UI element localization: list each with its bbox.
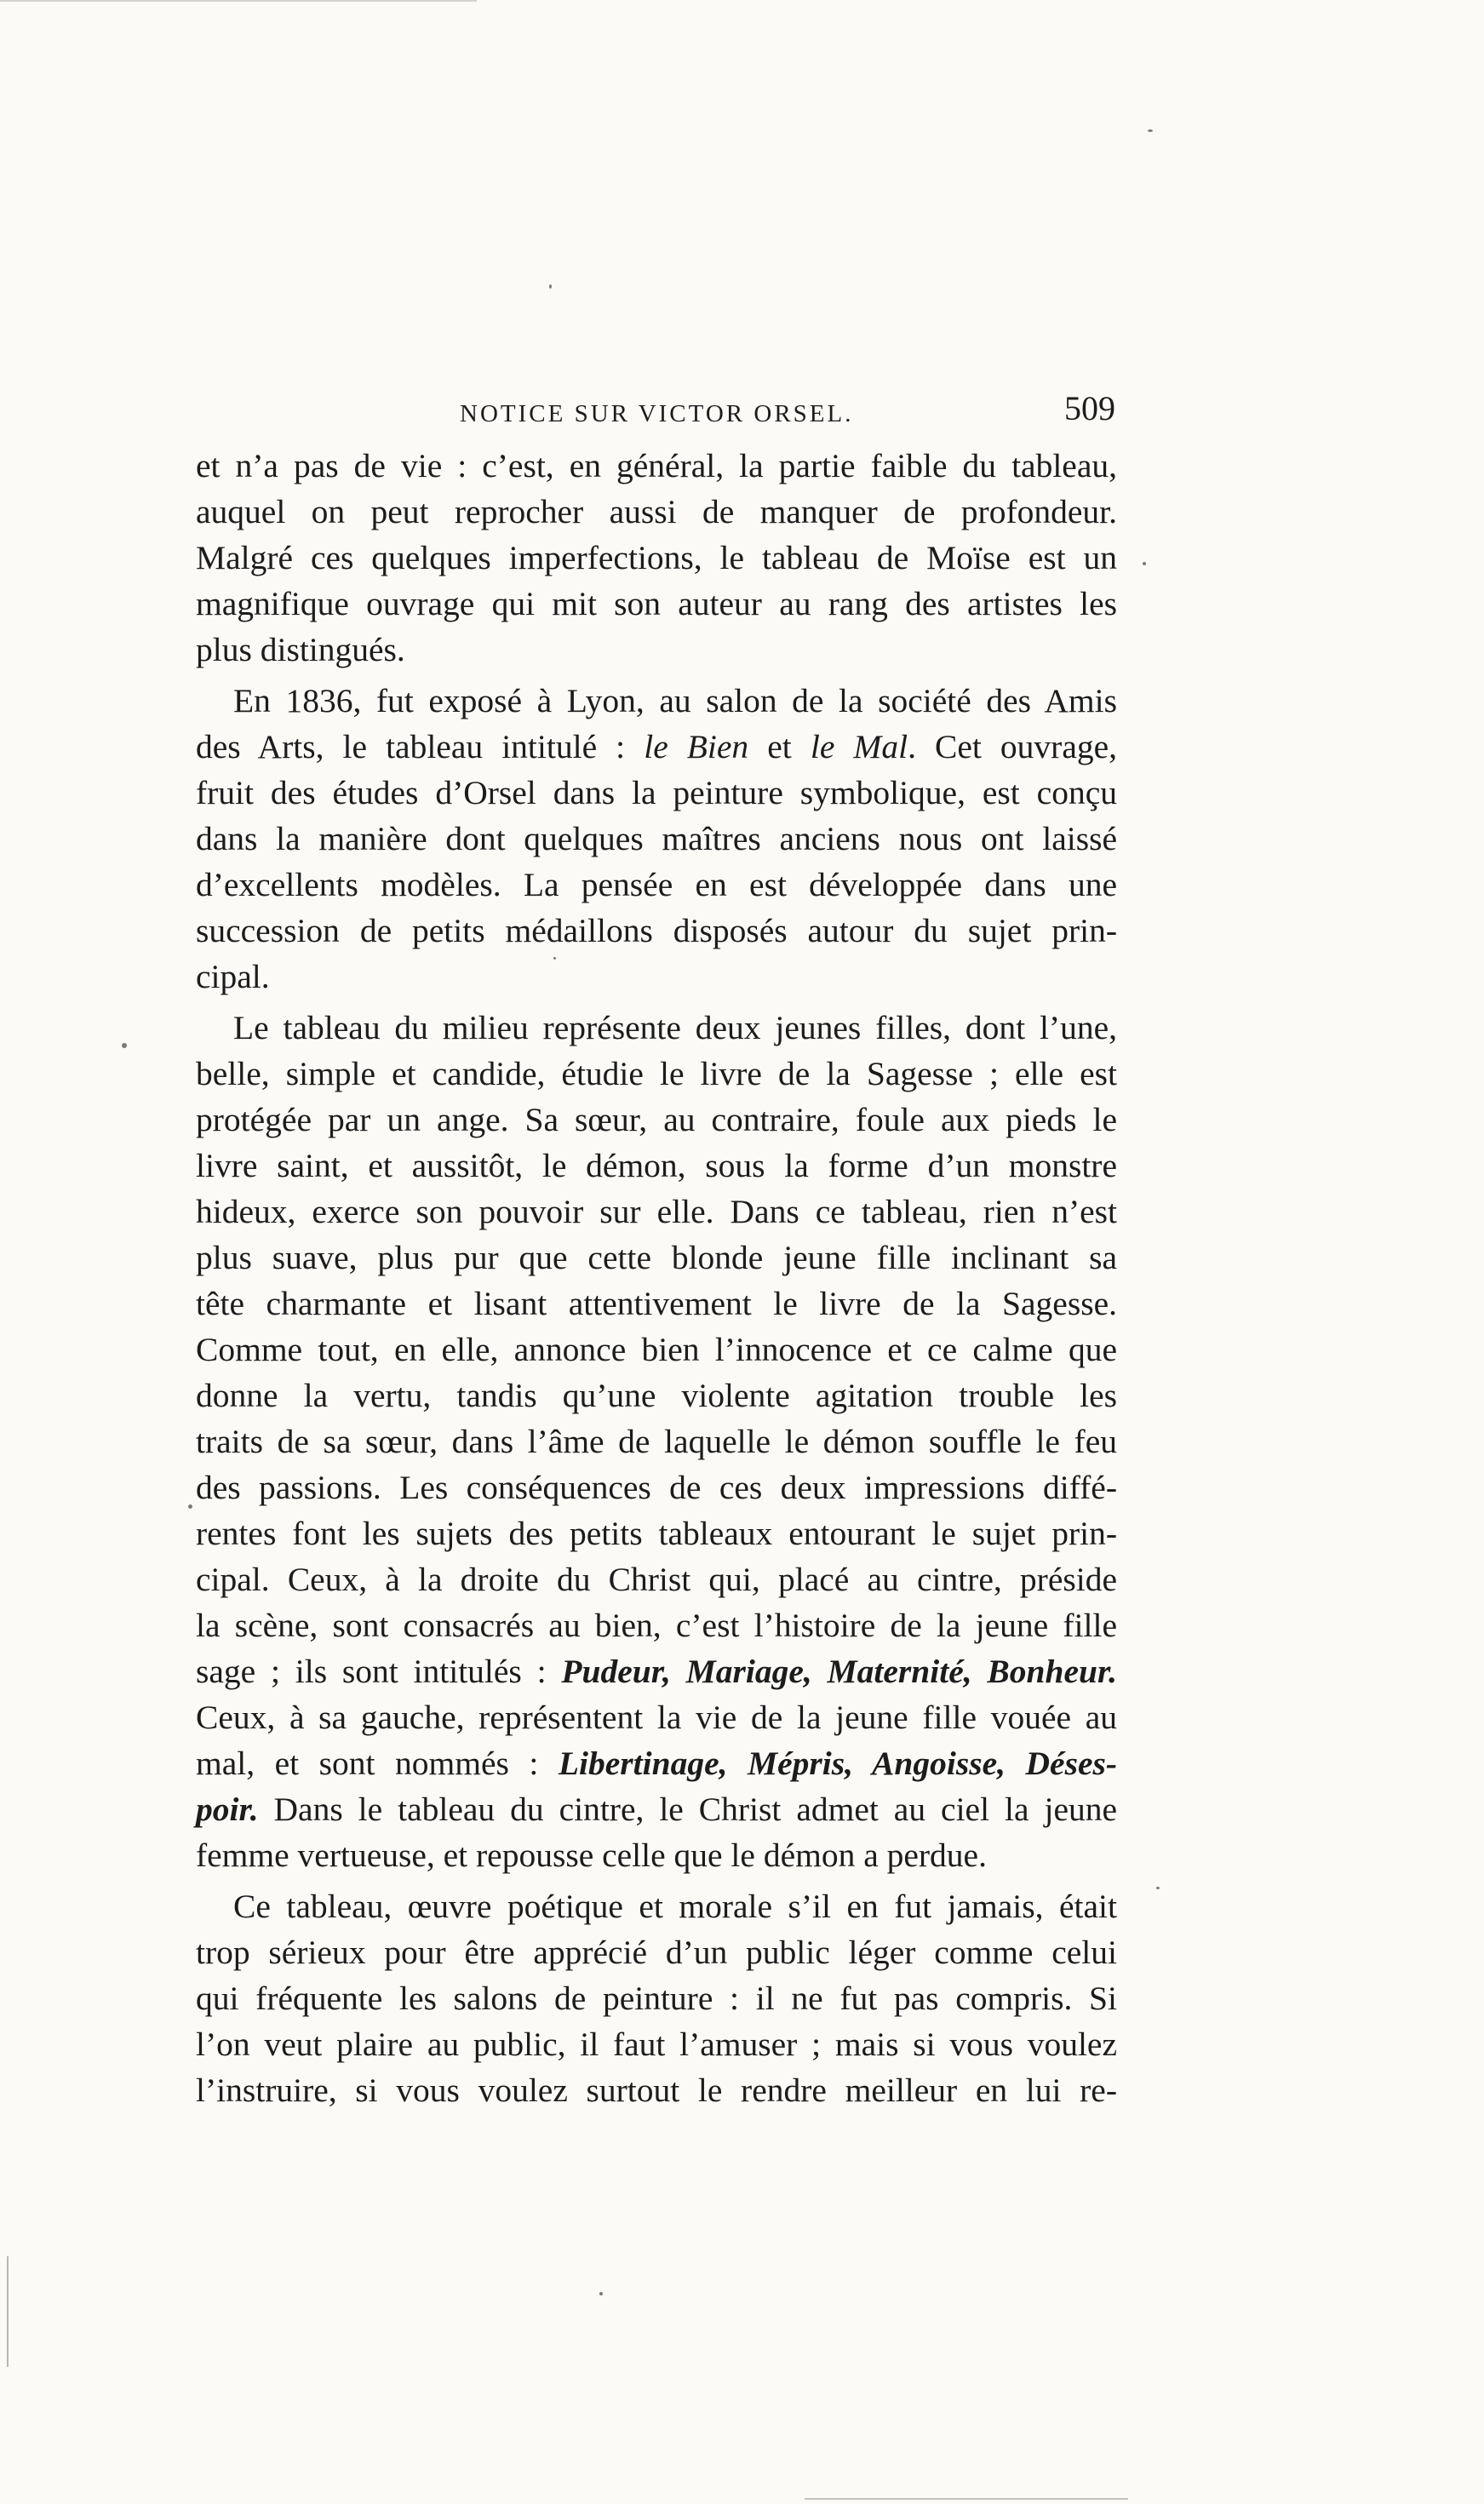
text-line: cipal. bbox=[196, 958, 270, 995]
text-line: plus suave, plus pur que cette blonde jeune fille inclinant sa bbox=[196, 1239, 1117, 1276]
text-line: protégée par un ange. Sa sœur, au contraire, foule aux pieds le bbox=[196, 1101, 1117, 1138]
scan-speck bbox=[122, 1043, 127, 1048]
text-line: tête charmante et lisant attentivement le livre de la Sagesse. bbox=[196, 1285, 1117, 1322]
text-line bbox=[196, 724, 1117, 770]
text-line: femme vertueuse, et repousse celle que le démon a perdue. bbox=[196, 1836, 987, 1874]
text-line: Ce tableau, œuvre poétique et morale s’il en fut jamais, était bbox=[233, 1888, 1117, 1925]
scan-speck bbox=[549, 284, 552, 289]
text-segment: et bbox=[767, 728, 792, 765]
text-line bbox=[196, 1786, 1117, 1832]
text-line: l’on veut plaire au public, il faut l’amuser ; mais si vous voulez bbox=[196, 2026, 1117, 2063]
text-line: dans la manière dont quelques maîtres anciens nous ont laissé bbox=[196, 820, 1117, 857]
text-line: livre saint, et aussitôt, le démon, sous la forme d’un monstre bbox=[196, 1147, 1117, 1184]
text-line: qui fréquente les salons de peinture : il ne fut pas compris. Si bbox=[196, 1980, 1117, 2017]
evil-titles: Libertinage, Mépris, Angoisse, Déses- bbox=[558, 1745, 1118, 1782]
text-line: fruit des études d’Orsel dans la peinture symbolique, est conçu bbox=[196, 774, 1117, 811]
scan-speck bbox=[1143, 562, 1146, 565]
body-text bbox=[196, 443, 1117, 2113]
text-line: traits de sa sœur, dans l’âme de laquelle le démon souffle le feu bbox=[196, 1423, 1117, 1460]
scan-speck bbox=[553, 957, 556, 960]
text-line: rentes font les sujets des petits tableaux entourant le sujet prin- bbox=[196, 1515, 1117, 1552]
text-line: la scène, sont consacrés au bien, c’est l’histoire de la jeune fille bbox=[196, 1607, 1117, 1644]
scan-bottom-mark bbox=[805, 2498, 1128, 2500]
text-line: des passions. Les conséquences de ces deux impressions diffé- bbox=[196, 1469, 1117, 1506]
text-line: magnifique ouvrage qui mit son auteur au rang des artistes les bbox=[196, 585, 1117, 622]
text-line: auquel on peut reprocher aussi de manquer de profondeur. bbox=[196, 493, 1117, 530]
text-line: succession de petits médaillons disposés autour du sujet prin- bbox=[196, 912, 1117, 949]
scan-speck bbox=[599, 2292, 603, 2295]
title-le-bien: le Bien bbox=[644, 728, 749, 765]
title-le-mal: le Mal bbox=[810, 728, 908, 765]
scan-margin-line bbox=[7, 2256, 9, 2367]
evil-titles-end: poir. bbox=[196, 1791, 259, 1828]
scan-speck bbox=[1148, 129, 1153, 132]
text-line: En 1836, fut exposé à Lyon, au salon de la société des Amis bbox=[233, 682, 1117, 719]
text-line: Malgré ces quelques imperfections, le tableau de Moïse est un bbox=[196, 539, 1117, 576]
scan-speck bbox=[1156, 1887, 1160, 1889]
text-segment: . Cet ouvrage, bbox=[908, 728, 1118, 765]
text-line: Ceux, à sa gauche, représentent la vie de la jeune fille vouée au bbox=[196, 1699, 1117, 1736]
good-titles: Pudeur, Mariage, Maternité, Bonheur. bbox=[561, 1653, 1118, 1690]
running-title: NOTICE SUR VICTOR ORSEL. bbox=[460, 400, 854, 427]
page-header bbox=[196, 388, 1115, 439]
text-segment: sage ; ils sont intitulés : bbox=[196, 1653, 547, 1690]
scan-edge-mark bbox=[0, 0, 477, 2]
text-line: donne la vertu, tandis qu’une violente agitation trouble les bbox=[196, 1377, 1117, 1414]
text-line: cipal. Ceux, à la droite du Christ qui, placé au cintre, préside bbox=[196, 1561, 1117, 1598]
text-line bbox=[196, 1648, 1117, 1694]
text-line: d’excellents modèles. La pensée en est développée dans une bbox=[196, 866, 1117, 903]
text-line: Le tableau du milieu représente deux jeunes filles, dont l’une, bbox=[233, 1009, 1117, 1046]
scan-speck bbox=[188, 1504, 192, 1509]
text-segment: mal, et sont nommés : bbox=[196, 1745, 539, 1782]
text-line: et n’a pas de vie : c’est, en général, la partie faible du tableau, bbox=[196, 447, 1117, 484]
text-segment: des Arts, le tableau intitulé : bbox=[196, 728, 626, 765]
text-line: Comme tout, en elle, annonce bien l’innocence et ce calme que bbox=[196, 1331, 1117, 1368]
text-line: hideux, exerce son pouvoir sur elle. Dans ce tableau, rien n’est bbox=[196, 1193, 1117, 1230]
text-line bbox=[196, 1740, 1117, 1786]
text-line: plus distingués. bbox=[196, 631, 405, 668]
text-line: l’instruire, si vous voulez surtout le rendre meilleur en lui re- bbox=[196, 2071, 1117, 2109]
text-line: trop sérieux pour être apprécié d’un public léger comme celui bbox=[196, 1934, 1117, 1971]
page-number: 509 bbox=[1064, 389, 1115, 427]
text-segment: Dans le tableau du cintre, le Christ admet au ciel la jeune bbox=[273, 1791, 1118, 1828]
text-line: belle, simple et candide, étudie le livre de la Sagesse ; elle est bbox=[196, 1055, 1117, 1092]
